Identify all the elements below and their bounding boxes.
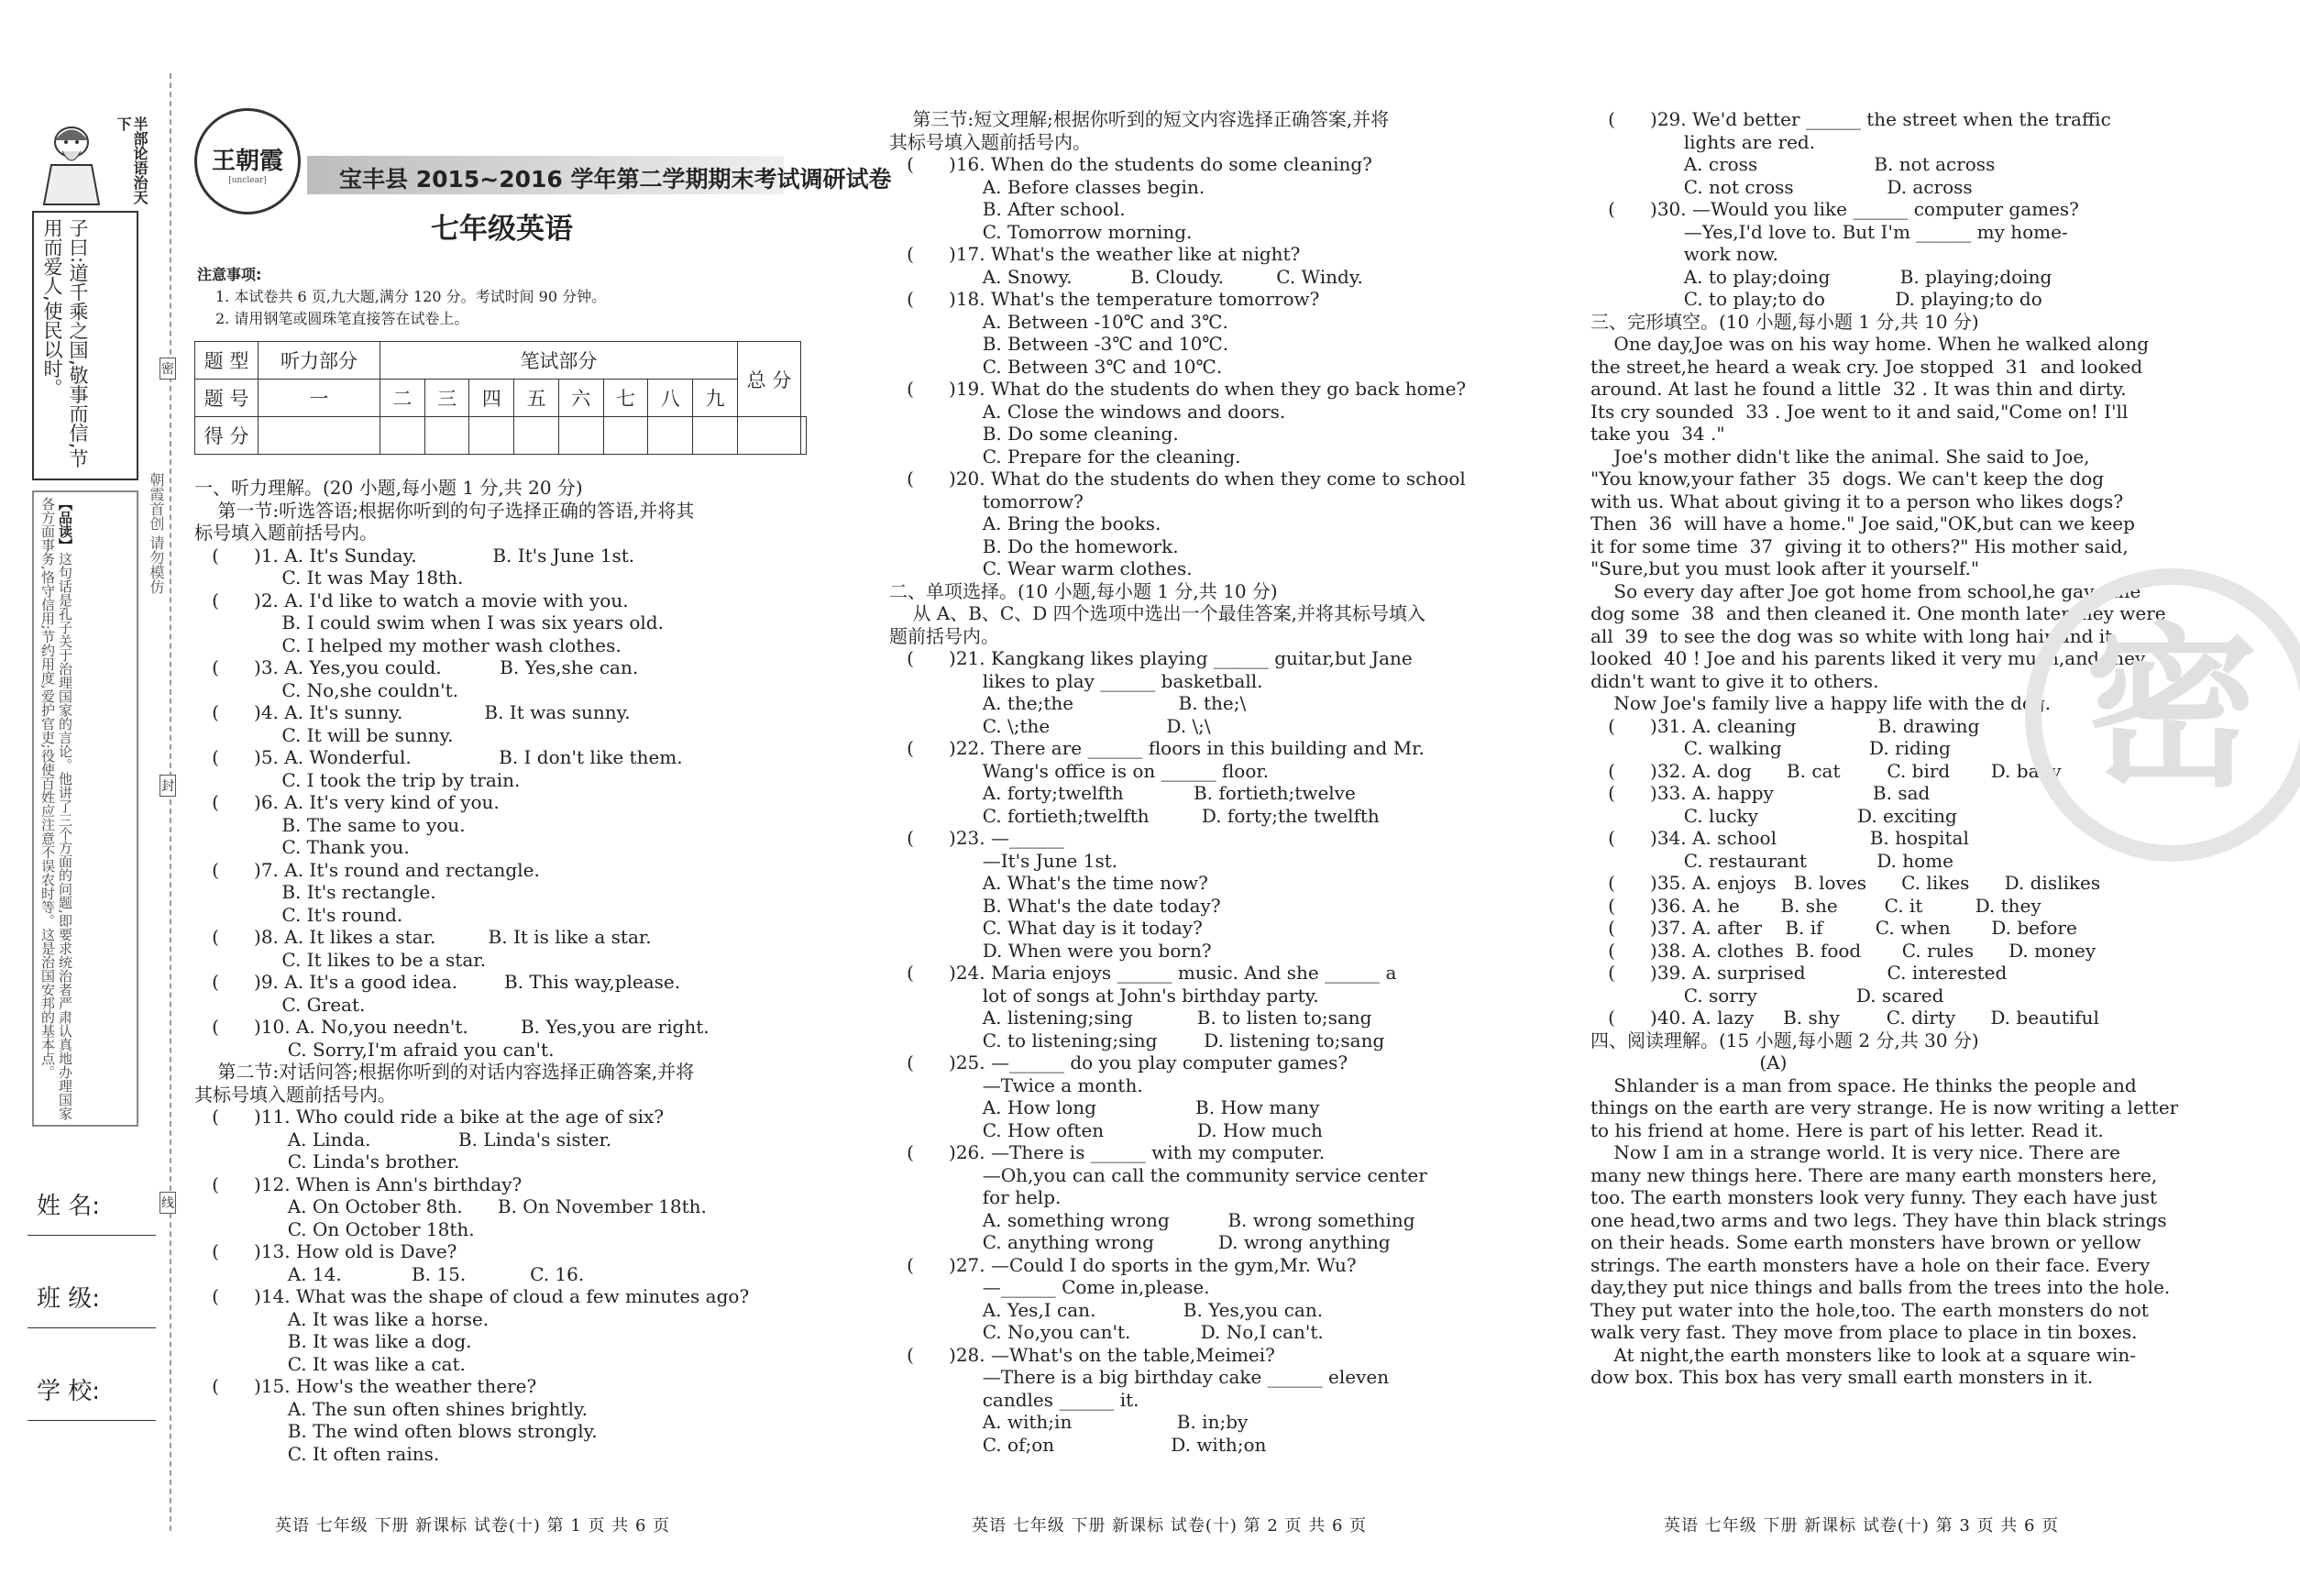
- text-line: C. It's round.: [194, 903, 403, 926]
- text-line: ( )33. A. happy B. sad: [1590, 782, 1931, 804]
- text-line: A. listening;sing B. to listen to;sang: [889, 1007, 1372, 1029]
- text-line: ( )20. What do the students do when they come to school: [889, 468, 1466, 490]
- text-line: A. the;the B. the;\: [889, 692, 1247, 714]
- text-line: ( )21. Kangkang likes playing ______ guitar,but Jane: [889, 647, 1413, 669]
- text-line: A. How long B. How many: [889, 1096, 1320, 1118]
- table-cell: 听力部分: [259, 342, 380, 380]
- class-field[interactable]: [28, 1326, 156, 1328]
- text-line: 三、完形填空。(10 小题,每小题 1 分,共 10 分): [1590, 310, 1979, 333]
- page-2-column: [889, 108, 1513, 1456]
- text-line: one head,two arms and two legs. They have thin black strings: [1590, 1208, 2167, 1231]
- text-line: ( )34. A. school B. hospital: [1590, 827, 1969, 849]
- logo-subtext: [unclear]: [228, 176, 267, 185]
- text-line: ( )8. A. It likes a star. B. It is like a star.: [194, 926, 652, 948]
- text-line: B. The same to you.: [194, 813, 466, 836]
- seal-fold-line: [170, 73, 171, 1531]
- text-line: for help.: [889, 1186, 1062, 1208]
- text-line: B. Between -3℃ and 10℃.: [889, 333, 1229, 355]
- note-item: 2. 请用钢笔或圆珠笔直接答在试卷上。: [215, 310, 469, 327]
- page-footer: 英语 七年级 下册 新课标 试卷(十) 第 2 页 共 6 页: [972, 1516, 1368, 1535]
- text-line: Then 36 will have a home." Joe said,"OK,but can we keep: [1590, 512, 2135, 534]
- text-line: —Oh,you can call the community service center: [889, 1163, 1427, 1186]
- score-input[interactable]: [648, 417, 693, 455]
- text-line: 二、单项选择。(10 小题,每小题 1 分,共 10 分): [889, 579, 1278, 602]
- text-line: day,they put nice things and balls from the trees into the hole.: [1590, 1276, 2171, 1298]
- text-line: (A): [1590, 1051, 1788, 1073]
- text-line: 题前括号内。: [889, 624, 999, 647]
- text-line: Shlander is a man from space. He thinks the people and: [1590, 1073, 2137, 1096]
- text-line: 其标号填入题前括号内。: [889, 130, 1091, 153]
- confucius-quote: 子曰:道千乘之国,敬事而信,节用而爱人,使民以时。: [41, 218, 89, 468]
- page-footer: 英语 七年级 下册 新课标 试卷(十) 第 1 页 共 6 页: [275, 1516, 671, 1535]
- text-line: ( )5. A. Wonderful. B. I don't like them.: [194, 746, 683, 768]
- table-cell: 笔试部分: [380, 342, 738, 380]
- text-line: ( )24. Maria enjoys ______ music. And she ______ a: [889, 962, 1397, 984]
- text-line: B. I could swim when I was six years old.: [194, 611, 664, 633]
- text-line: C. restaurant D. home: [1590, 849, 1953, 872]
- school-field-label: 学 校:: [37, 1378, 101, 1405]
- text-line: candles ______ it.: [889, 1388, 1139, 1411]
- text-line: ( )3. A. Yes,you could. B. Yes,she can.: [194, 656, 639, 678]
- text-line: ( )6. A. It's very kind of you.: [194, 791, 500, 813]
- text-line: A. cross B. not across: [1590, 153, 1996, 175]
- text-line: A. Between -10℃ and 3℃.: [889, 310, 1228, 333]
- text-line: A. On October 8th. B. On November 18th.: [194, 1195, 707, 1217]
- table-cell: 二: [380, 380, 425, 417]
- commentary-box: [32, 490, 138, 1127]
- text-line: B. It was like a dog.: [194, 1330, 472, 1352]
- text-line: C. lucky D. exciting: [1590, 804, 1957, 827]
- text-line: C. \;the D. \;\: [889, 714, 1211, 737]
- text-line: ( )40. A. lazy B. shy C. dirty D. beautiful: [1590, 1007, 2099, 1029]
- text-line: many new things here. There are many earth monsters here,: [1590, 1163, 2158, 1186]
- text-line: ( )36. A. he B. she C. it D. they: [1590, 894, 2041, 917]
- text-line: A. with;in B. in;by: [889, 1411, 1249, 1433]
- text-line: dow box. This box has very small earth monsters in it.: [1590, 1366, 2094, 1388]
- page-footer: 英语 七年级 下册 新课标 试卷(十) 第 3 页 共 6 页: [1664, 1516, 2060, 1535]
- table-cell: 得 分: [195, 417, 259, 455]
- name-field[interactable]: [28, 1233, 156, 1236]
- text-line: B. What's the date today?: [889, 894, 1221, 917]
- table-cell: 七: [603, 380, 648, 417]
- text-line: Wang's office is on ______ floor.: [889, 759, 1270, 782]
- text-line: lot of songs at John's birthday party.: [889, 984, 1319, 1007]
- text-line: ( )18. What's the temperature tomorrow?: [889, 288, 1320, 310]
- text-line: around. At last he found a little 32 . It was thin and dirty.: [1590, 378, 2127, 400]
- text-line: strings. The earth monsters have a hole on their face. Every: [1590, 1253, 2151, 1276]
- text-line: C. Thank you.: [194, 836, 410, 858]
- text-line: ( )38. A. clothes B. food C. rules D. money: [1590, 939, 2096, 962]
- side-note: 朝霞首创 请勿模仿: [148, 472, 165, 595]
- text-line: 四、阅读理解。(15 小题,每小题 2 分,共 30 分): [1590, 1029, 1979, 1051]
- text-line: A. to play;doing B. playing;doing: [1590, 265, 2052, 288]
- text-line: A. Yes,I can. B. Yes,you can.: [889, 1298, 1324, 1321]
- text-line: ( )39. A. surprised C. interested: [1590, 962, 2008, 984]
- text-line: A. something wrong B. wrong something: [889, 1208, 1415, 1231]
- score-input[interactable]: [693, 417, 738, 455]
- text-line: ( )4. A. It's sunny. B. It was sunny.: [194, 701, 631, 723]
- text-line: "You know,your father 35 dogs. We can't keep the dog: [1590, 468, 2105, 490]
- text-line: dog some 38 and then cleaned it. One month later,they were: [1590, 602, 2166, 624]
- score-input[interactable]: [737, 417, 800, 455]
- text-line: C. It was like a cat.: [194, 1352, 466, 1375]
- table-cell: 一: [259, 380, 380, 417]
- text-line: ( )29. We'd better ______ the street when the traffic: [1590, 108, 2111, 130]
- text-line: likes to play ______ basketball.: [889, 669, 1263, 692]
- text-line: A. What's the time now?: [889, 872, 1208, 894]
- text-line: C. Tomorrow morning.: [889, 220, 1193, 243]
- note-item: 1. 本试卷共 6 页,九大题,满分 120 分。考试时间 90 分钟。: [215, 288, 607, 305]
- exam-notes: [197, 264, 606, 330]
- watermark-seal: 密: [2025, 568, 2300, 862]
- table-cell: 三: [424, 380, 469, 417]
- subject-title: 七年级英语: [431, 213, 573, 246]
- class-field-label: 班 级:: [37, 1285, 101, 1313]
- text-line: ( )11. Who could ride a bike at the age of six?: [194, 1106, 665, 1128]
- text-line: 从 A、B、C、D 四个选项中选出一个最佳答案,并将其标号填入: [889, 602, 1425, 624]
- score-input[interactable]: [603, 417, 648, 455]
- text-line: C. Great.: [194, 993, 366, 1016]
- text-line: 其标号填入题前括号内。: [194, 1083, 396, 1106]
- text-line: C. What day is it today?: [889, 917, 1203, 939]
- text-line: C. walking D. riding: [1590, 737, 1951, 759]
- text-line: C. I helped my mother wash clothes.: [194, 633, 622, 656]
- text-line: C. It likes to be a star.: [194, 948, 486, 971]
- text-line: lights are red.: [1590, 130, 1816, 153]
- text-line: C. to listening;sing D. listening to;sang: [889, 1029, 1385, 1051]
- text-line: 第一节:听选答语;根据你听到的句子选择正确的答语,并将其: [194, 499, 695, 522]
- text-line: ( )10. A. No,you needn't. B. Yes,you are right.: [194, 1016, 710, 1038]
- student-info-fields: [28, 1187, 156, 1421]
- text-line: C. How often D. How much: [889, 1118, 1323, 1141]
- score-input[interactable]: [259, 417, 380, 455]
- text-line: A. Bring the books.: [889, 512, 1161, 534]
- text-line: it for some time 37 giving it to others?" His mother said,: [1590, 534, 2129, 557]
- text-line: ( )37. A. after B. if C. when D. before: [1590, 917, 2077, 939]
- text-line: C. It often rains.: [194, 1442, 440, 1465]
- score-input[interactable]: [558, 417, 603, 455]
- text-line: ( )17. What's the weather like at night?: [889, 243, 1301, 265]
- text-line: Joe's mother didn't like the animal. She said to Joe,: [1590, 445, 2090, 468]
- text-line: tomorrow?: [889, 490, 1084, 512]
- seal-mark: 密: [160, 358, 176, 380]
- table-cell: 题 型: [195, 342, 259, 380]
- text-line: C. Between 3℃ and 10℃.: [889, 355, 1223, 378]
- proverb-title: 半部论语治天下: [115, 116, 149, 204]
- text-line: —It's June 1st.: [889, 849, 1118, 872]
- text-line: didn't want to give it to others.: [1590, 669, 1879, 692]
- quote-box: [32, 211, 138, 480]
- table-cell: 题 号: [195, 380, 259, 417]
- text-line: C. On October 18th.: [194, 1217, 475, 1240]
- text-line: At night,the earth monsters like to look at a square win-: [1590, 1343, 2137, 1366]
- text-line: A. Snowy. B. Cloudy. C. Windy.: [889, 265, 1363, 288]
- text-line: ( )26. —There is ______ with my computer.: [889, 1141, 1326, 1163]
- text-line: ( )30. —Would you like ______ computer games?: [1590, 198, 2079, 220]
- text-line: take you 34 .": [1590, 423, 1725, 445]
- text-line: A. Before classes begin.: [889, 175, 1205, 198]
- text-line: Now I am in a strange world. It is very nice. There are: [1590, 1141, 2120, 1163]
- text-line: Its cry sounded 33 . Joe went to it and said,"Come on! I'll: [1590, 400, 2129, 423]
- text-line: Now Joe's family live a happy life with the dog.: [1590, 692, 2052, 714]
- text-line: walk very fast. They move from place to place in tin boxes.: [1590, 1321, 2138, 1343]
- text-line: ( )14. What was the shape of cloud a few minutes ago?: [194, 1285, 750, 1307]
- text-line: B. The wind often blows strongly.: [194, 1420, 598, 1442]
- text-line: too. The earth monsters look very funny. They each have just: [1590, 1186, 2157, 1208]
- text-line: —______ Come in,please.: [889, 1276, 1210, 1298]
- text-line: C. It was May 18th.: [194, 567, 464, 589]
- name-field-label: 姓 名:: [37, 1193, 101, 1220]
- text-line: with us. What about giving it to a person who likes dogs?: [1590, 490, 2124, 512]
- text-line: 标号填入题前括号内。: [194, 522, 378, 544]
- text-line: things on the earth are very strange. He is now writing a letter: [1590, 1096, 2179, 1118]
- text-line: B. It's rectangle.: [194, 881, 436, 903]
- text-line: A. 14. B. 15. C. 16.: [194, 1262, 585, 1285]
- text-line: C. No,she couldn't.: [194, 678, 458, 701]
- text-line: work now.: [1590, 243, 1778, 265]
- text-line: C. I took the trip by train.: [194, 768, 521, 791]
- text-line: —There is a big birthday cake ______ eleven: [889, 1366, 1390, 1388]
- text-line: C. sorry D. scared: [1590, 984, 1944, 1007]
- text-line: A. The sun often shines brightly.: [194, 1397, 588, 1420]
- text-line: ( )15. How's the weather there?: [194, 1375, 537, 1397]
- table-cell: 总 分: [737, 342, 800, 417]
- commentary-label: 【品读】: [57, 497, 73, 552]
- text-line: They put water into the hole,too. The earth monsters do not: [1590, 1298, 2149, 1321]
- text-line: 一、听力理解。(20 小题,每小题 1 分,共 20 分): [194, 477, 583, 499]
- table-cell: 八: [648, 380, 693, 417]
- text-line: C. to play;to do D. playing;to do: [1590, 288, 2042, 310]
- text-line: ( )13. How old is Dave?: [194, 1240, 457, 1262]
- text-line: —Twice a month.: [889, 1073, 1143, 1096]
- table-cell: 六: [558, 380, 603, 417]
- seal-mark: 封: [160, 775, 176, 797]
- text-line: 第三节:短文理解;根据你听到的短文内容选择正确答案,并将: [889, 108, 1390, 130]
- text-line: ( )27. —Could I do sports in the gym,Mr. Wu?: [889, 1253, 1357, 1276]
- text-line: to his friend at home. Here is part of his letter. Read it.: [1590, 1118, 2104, 1141]
- logo-text: 王朝霞: [211, 148, 283, 175]
- publisher-logo: [194, 108, 301, 215]
- text-line: on their heads. Some earth monsters have brown or yellow: [1590, 1231, 2141, 1253]
- text-line: C. fortieth;twelfth D. forty;the twelfth: [889, 804, 1380, 827]
- text-line: C. Linda's brother.: [194, 1150, 460, 1172]
- text-line: C. It will be sunny.: [194, 723, 454, 746]
- text-line: B. After school.: [889, 198, 1126, 220]
- text-line: A. Close the windows and doors.: [889, 400, 1286, 423]
- text-line: ( )28. —What's on the table,Meimei?: [889, 1343, 1275, 1366]
- table-cell: 五: [514, 380, 559, 417]
- score-input[interactable]: [514, 417, 559, 455]
- text-line: A. It was like a horse.: [194, 1307, 490, 1330]
- text-line: C. anything wrong D. wrong anything: [889, 1231, 1391, 1253]
- text-line: B. Do the homework.: [889, 534, 1179, 557]
- score-input[interactable]: [800, 417, 806, 455]
- school-field[interactable]: [28, 1418, 156, 1421]
- score-table: [194, 341, 807, 455]
- text-line: ( )7. A. It's round and rectangle.: [194, 858, 540, 881]
- confucius-illustration: [35, 115, 108, 206]
- text-line: ( )16. When do the students do some cleaning?: [889, 153, 1372, 175]
- text-line: C. No,you can't. D. No,I can't.: [889, 1321, 1324, 1343]
- text-line: ( )25. —______ do you play computer games?: [889, 1051, 1348, 1073]
- text-line: ( )32. A. dog B. cat C. bird D. baby: [1590, 759, 2062, 782]
- score-input[interactable]: [424, 417, 469, 455]
- text-line: ( )22. There are ______ floors in this building and Mr.: [889, 737, 1425, 759]
- text-line: ( )2. A. I'd like to watch a movie with you.: [194, 589, 629, 611]
- text-line: 第二节:对话问答;根据你听到的对话内容选择正确答案,并将: [194, 1061, 695, 1083]
- text-line: A. forty;twelfth B. fortieth;twelve: [889, 782, 1356, 804]
- page-1-column: [194, 477, 818, 1465]
- text-line: ( )12. When is Ann's birthday?: [194, 1172, 523, 1195]
- text-line: ( )19. What do the students do when they go back home?: [889, 378, 1467, 400]
- binding-sidebar: [28, 105, 151, 1462]
- text-line: ( )35. A. enjoys B. loves C. likes D. dislikes: [1590, 872, 2101, 894]
- table-cell: 四: [469, 380, 514, 417]
- text-line: "Sure,but you must look after it yourself.": [1590, 557, 1980, 579]
- text-line: ( )1. A. It's Sunday. B. It's June 1st.: [194, 544, 635, 567]
- text-line: C. Wear warm clothes.: [889, 557, 1193, 579]
- text-line: ( )9. A. It's a good idea. B. This way,please.: [194, 971, 681, 993]
- text-line: C. Prepare for the cleaning.: [889, 445, 1241, 468]
- commentary-text: 这句话是孔子关于治理国家的言论。他讲了三个方面的问题,即要求统治者严肃认真地办理国家各方面事务,恪守信用;节约用度,爱护官吏;役使百姓应注意不误农时等。这是治国安邦的基本点。: [39, 497, 73, 1120]
- text-line: A. Linda. B. Linda's sister.: [194, 1128, 612, 1150]
- seal-mark: 线: [160, 1192, 176, 1214]
- score-input[interactable]: [380, 417, 425, 455]
- text-line: ( )23. —______: [889, 827, 1064, 849]
- notes-heading: 注意事项:: [197, 266, 262, 283]
- text-line: C. of;on D. with;on: [889, 1433, 1267, 1456]
- text-line: all 39 to see the dog was so white with long hair and it: [1590, 624, 2113, 647]
- text-line: C. Sorry,I'm afraid you can't.: [194, 1038, 555, 1061]
- text-line: the street,he heard a weak cry. Joe stopped 31 and looked: [1590, 355, 2143, 378]
- score-input[interactable]: [469, 417, 514, 455]
- text-line: looked 40 ! Joe and his parents liked it very much,and they: [1590, 647, 2146, 669]
- text-line: So every day after Joe got home from school,he gave the: [1590, 579, 2141, 602]
- text-line: —Yes,I'd love to. But I'm ______ my home-: [1590, 220, 2068, 243]
- text-line: ( )31. A. cleaning B. drawing: [1590, 714, 1980, 737]
- text-line: B. Do some cleaning.: [889, 423, 1179, 445]
- exam-title: 宝丰县 2015~2016 学年第二学期期末考试调研试卷: [339, 166, 892, 193]
- text-line: C. not cross D. across: [1590, 175, 1973, 198]
- text-line: D. When were you born?: [889, 939, 1212, 962]
- text-line: One day,Joe was on his way home. When he walked along: [1590, 333, 2150, 355]
- table-cell: 九: [693, 380, 738, 417]
